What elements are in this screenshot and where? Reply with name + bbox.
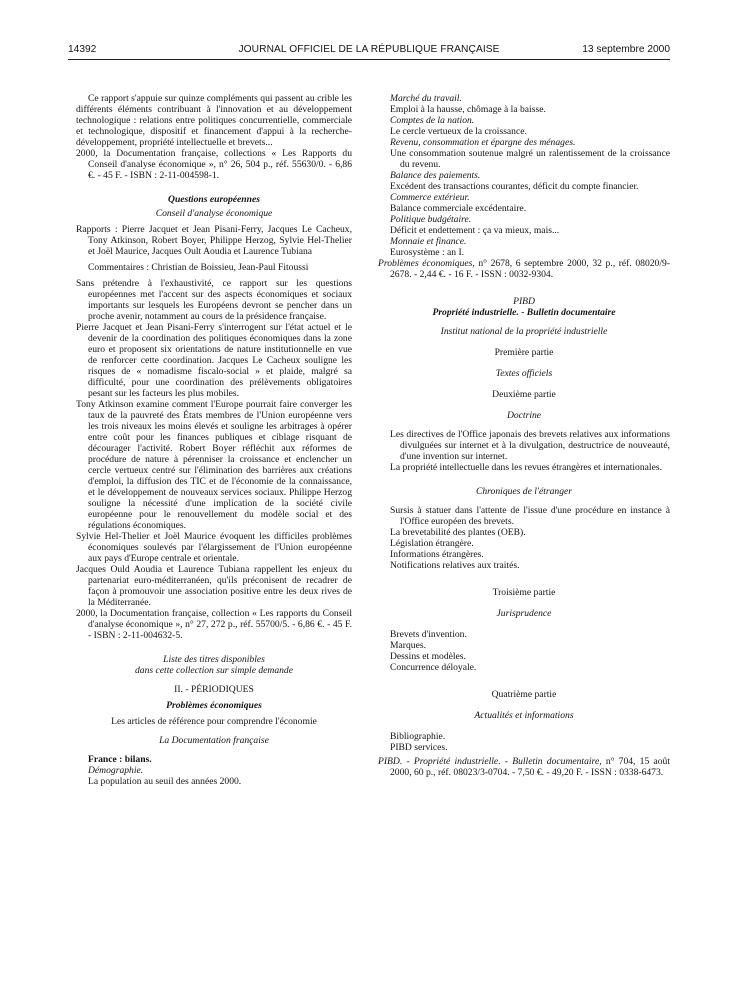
juris-item: Marques. — [390, 640, 426, 651]
page-number: 14392 — [68, 44, 97, 55]
journal-title: JOURNAL OFFICIEL DE LA RÉPUBLIQUE FRANÇAISE — [238, 44, 500, 55]
intro-reference: 2000, la Documentation française, collections « Les Rapports du Conseil d'analyse économique », n° 26, 504 p., réf. 55630/0. - 6,86 €. - 45 F. - ISBN : 2-11-004598-1. — [76, 148, 352, 181]
contents-list — [378, 93, 670, 258]
commentaires: Commentaires : Christian de Boissieu, Jean-Paul Fitoussi — [88, 262, 309, 273]
page-header — [68, 44, 670, 58]
body-paragraph: Sans prétendre à l'exhaustivité, ce rapport sur les questions européennes met l'accent sur des aspects économiques et sociaux importants sur lesquels les Européens devront se pencher dans un proche avenir, notamment au cours de la présidence française. — [76, 278, 352, 322]
right-column — [378, 93, 670, 778]
demographie: Démographie. — [88, 765, 144, 776]
inpi-name: Institut national de la propriété industrielle — [440, 326, 608, 337]
pibd-full-title: Propriété industrielle. - Bulletin documentaire — [432, 307, 616, 318]
doctrine-item: La propriété intellectuelle dans les revues étrangères et internationales. — [390, 462, 662, 473]
contents-entry: Le cercle vertueux de la croissance. — [390, 126, 527, 137]
actu-item: Bibliographie. — [390, 731, 446, 742]
juris-item: Brevets d'invention. — [390, 629, 467, 640]
part-subheading: Jurisprudence — [496, 608, 552, 619]
pibd-title: PIBD — [513, 296, 535, 307]
part-heading: Deuxième partie — [492, 389, 556, 400]
chroniques-item: Législation étrangère. — [390, 538, 474, 549]
part-subheading: Chroniques de l'étranger — [475, 486, 573, 497]
chroniques-item: La brevetabilité des plantes (OEB). — [390, 527, 526, 538]
part-heading: Troisième partie — [492, 587, 556, 598]
pibd-reference: PIBD. - Propriété industrielle. - Bulletin documentaire, n° 704, 15 août 2000, 60 p., réf. 08023/3-0704. - 7,50 €. - 49,20 F. - ISSN : 0338-6473. — [378, 756, 670, 778]
chroniques-item: Sursis à statuer dans l'attente de l'issue d'une procédure en instance à l'Office européen des brevets. — [390, 505, 670, 527]
header-rule — [68, 59, 670, 60]
body-paragraph: Tony Atkinson examine comment l'Europe pourrait faire converger les taux de la pauvreté des États membres de l'Union européenne vers les trois niveaux les moins élevés et souligne les arbitrages à opérer entre coût pour les finances publiques et ciblage risquant de décourager l'activité. Robert Boyer réfléchit aux réformes de procédure de nature à pérenniser la croissance et enclencher un cercle vertueux centré sur l'élimination des barrières aux créations d'emploi, la diffusion des TIC et de l'économie de la connaissance, et le développement de nouveaux services sociaux. Philippe Herzog souligne la nécessité d'une implication de la société civile européenne pour le renouvellement du modèle social et des régulations économiques. — [76, 399, 352, 531]
france-bilans: France : bilans. — [88, 754, 152, 765]
body-paragraph: Sylvie Hel-Thelier et Joël Maurice évoquent les difficiles problèmes économiques soulevés par l'élargissement de l'Union européenne aux pays d'Europe centrale et orientale. — [76, 531, 352, 564]
juris-item: Concurrence déloyale. — [390, 662, 477, 673]
periodiques-heading: II. - PÉRIODIQUES — [174, 684, 254, 695]
contents-entry: Excédent des transactions courantes, déficit du compte financier. — [390, 181, 639, 192]
chroniques-item: Notifications relatives aux traités. — [390, 560, 520, 571]
part-heading: Quatrième partie — [491, 689, 557, 700]
contents-heading: Commerce extérieur. — [390, 192, 470, 203]
contents-heading: Balance des paiements. — [390, 170, 481, 181]
contents-entry: Déficit et endettement : ça va mieux, mais... — [390, 225, 560, 236]
part-subheading: Actualités et informations — [474, 710, 574, 721]
contents-entry: Eurosystème : an I. — [390, 247, 465, 258]
rapports-authors: Rapports : Pierre Jacquet et Jean Pisani-Ferry, Jacques Le Cacheux, Tony Atkinson, Robert Boyer, Philippe Herzog, Sylvie Hel-Thelier et Joël Maurice, Jacques Oult Aoudia et Laurence Tubiana — [76, 224, 352, 257]
problemes-title: Problèmes économiques — [166, 700, 262, 711]
contents-heading: Monnaie et finance. — [390, 236, 467, 247]
problemes-description: Les articles de référence pour comprendre l'économie — [111, 716, 317, 727]
contents-entry: Emploi à la hausse, chômage à la baisse. — [390, 104, 546, 115]
contents-entry: Une consommation soutenue malgré un ralentissement de la croissance du revenu. — [390, 148, 670, 170]
section-title: Questions européennes — [168, 194, 260, 205]
actu-item: PIBD services. — [390, 742, 448, 753]
contents-heading: Marché du travail. — [390, 93, 462, 104]
part-subheading: Doctrine — [506, 410, 542, 421]
chroniques-item: Informations étrangères. — [390, 549, 484, 560]
population: La population au seuil des années 2000. — [88, 776, 242, 787]
liste-line: Liste des titres disponibles — [163, 654, 265, 665]
left-column — [76, 93, 352, 787]
part-subheading: Textes officiels — [495, 368, 553, 379]
body-paragraph: Pierre Jacquet et Jean Pisani-Ferry s'interrogent sur l'état actuel et le devenir de la coordination des politiques économiques dans la zone euro et proposent six orientations de nature institutionnelle en vue de renforcer cette coordination. Jacques Le Cacheux souligne les risques de « nomadisme fiscalo-social » et plaide, malgré sa difficulté, pour une coordination des prélèvements obligatoires pesant sur les facteurs les plus mobiles. — [76, 322, 352, 399]
contents-heading: Politique budgétaire. — [390, 214, 472, 225]
doctrine-item: Les directives de l'Office japonais des brevets relatives aux informations divulguées sur internet et à la divulgation, destructrice de nouveauté, d'une invention sur internet. — [390, 429, 670, 462]
rapports-reference: 2000, la Documentation française, collection « Les rapports du Conseil d'analyse économique », n° 27, 272 p., réf. 55700/5. - 6,86 €. - 45 F. - ISBN : 2-11-004632-5. — [76, 608, 352, 641]
juris-item: Dessins et modèles. — [390, 651, 466, 662]
intro-paragraph: Ce rapport s'appuie sur quinze compléments qui passent au crible les différents éléments contribuant à l'innovation et au développement technologique : relations entre politiques concurrentielle, commerciale et technologique, dispositif et financement d'appui à la recherche-développement, propriété intellectuelle et brevets... — [76, 93, 352, 148]
part-heading: Première partie — [494, 347, 554, 358]
contents-heading: Comptes de la nation. — [390, 115, 475, 126]
problemes-reference: Problèmes économiques, n° 2678, 6 septembre 2000, 32 p., réf. 08020/9-2678. - 2,44 €. - 16 F. - ISSN : 0032-9304. — [378, 258, 670, 280]
body-paragraph: Jacques Ould Aoudia et Laurence Tubiana rappellent les enjeux du partenariat euro-méditerranéen, qu'ils préconisent de recadrer de façon à promouvoir une association positive entre les deux rives de la Méditerranée. — [76, 564, 352, 608]
issue-date: 13 septembre 2000 — [582, 44, 670, 55]
contents-entry: Balance commerciale excédentaire. — [390, 203, 527, 214]
section-subtitle: Conseil d'analyse économique — [155, 208, 273, 219]
liste-line: dans cette collection sur simple demande — [135, 665, 293, 676]
publisher: La Documentation française — [159, 735, 269, 746]
contents-heading: Revenu, consommation et épargne des ménages. — [390, 137, 576, 148]
